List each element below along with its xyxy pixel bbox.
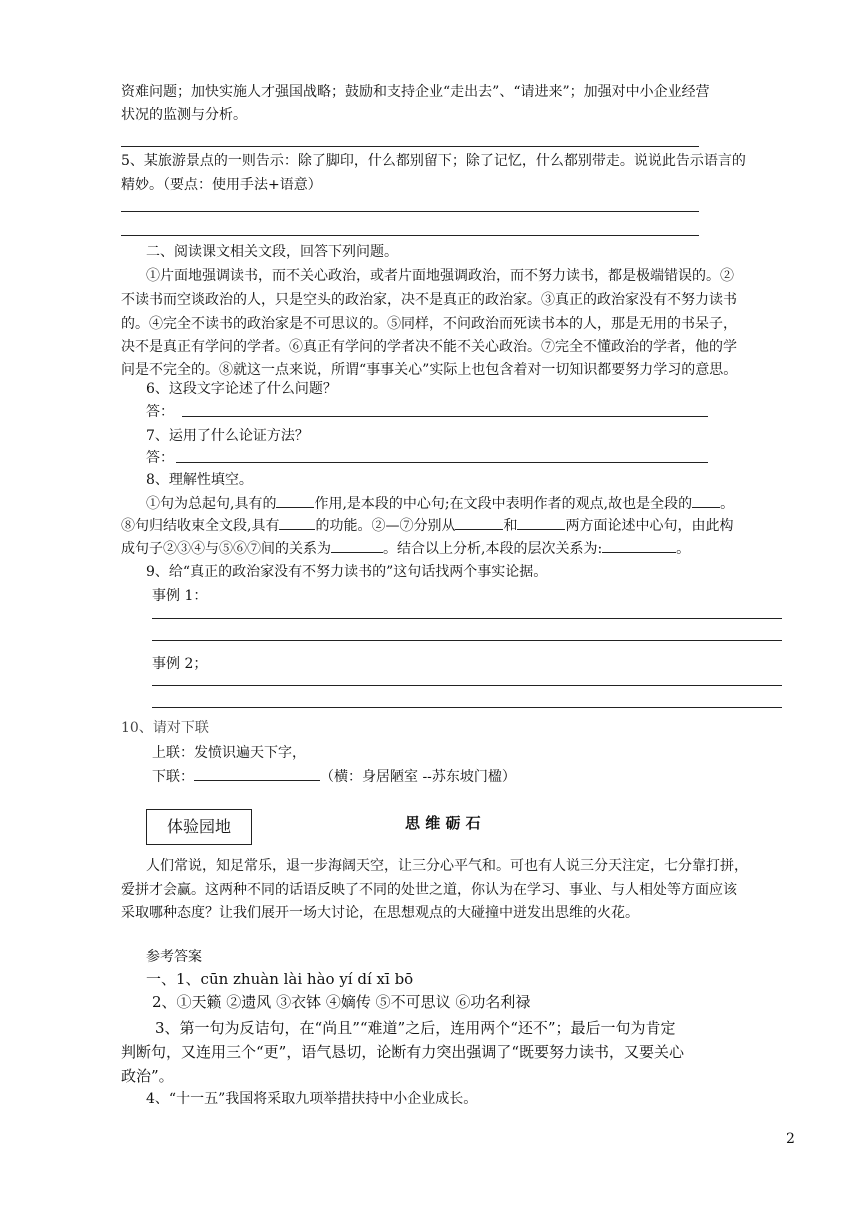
section2-para-line: 不读书而空谈政治的人，只是空头的政治家，决不是真正的政治家。③真正的政治家没有不努力读书	[121, 292, 737, 308]
q8-blank[interactable]	[279, 515, 315, 530]
q7-question: 7、运用了什么论证方法？	[146, 428, 309, 444]
section2-para-line: 的。④完全不读书的政治家是不可思议的。⑤同样，不问政治而死读书本的人，那是无用的书呆子，	[121, 316, 737, 332]
section2-para-line: 问是不完全的。⑧就这一点来说，所谓“事事关心”实际上也包含着对一切知识都要努力学习的意思。	[121, 362, 738, 378]
q8-text: 。	[676, 541, 691, 557]
q9-question: 9、给“真正的政治家没有不努力读书的”这句话找两个事实论据。	[146, 564, 548, 580]
section2-para-line: ①片面地强调读书，而不关心政治，或者片面地强调政治，而不努力读书，都是极端错误的。②	[146, 268, 734, 284]
q10-lower-tail: （横：身居陋室 --苏东坡门楹）	[320, 769, 516, 785]
experience-para-line: 爱拼才会赢。这两种不同的话语反映了不同的处世之道，你认为在学习、事业、与人相处等方面应该	[121, 882, 737, 898]
q7-answer-label: 答：	[146, 450, 174, 466]
q8-blank[interactable]	[455, 515, 503, 530]
answer-line[interactable]	[152, 618, 782, 619]
q6-answer-label: 答：	[146, 404, 174, 420]
answer-line	[121, 211, 699, 212]
q6-answer-line[interactable]	[182, 416, 708, 417]
answer-4: 4、“十一五”我国将采取九项举措扶持中小企业成长。	[146, 1091, 478, 1107]
q8-text: 成句子②③④与⑤⑥⑦间的关系为	[121, 541, 331, 557]
q8-text: ①句为总起句,具有的	[146, 496, 277, 512]
q8-line-3	[121, 538, 690, 560]
answer-line[interactable]	[152, 640, 782, 641]
intro-line-1: 资难问题；加快实施人才强国战略；鼓励和支持企业“走出去”、“请进来”；加强对中小企业经营	[121, 84, 710, 100]
q6-question: 6、这段文字论述了什么问题？	[146, 381, 337, 397]
q8-text: 和	[503, 518, 518, 534]
q8-blank[interactable]	[276, 493, 314, 508]
answer-3-line-3: 政治”。	[121, 1067, 174, 1085]
q10-question: 10、请对下联	[121, 720, 209, 736]
q9-example-2-label: 事例 2；	[152, 656, 208, 672]
page-number: 2	[786, 1131, 795, 1147]
q10-lower-blank[interactable]	[194, 766, 320, 781]
answer-3-line-2: 判断句，又连用三个“更”，语气恳切，论断有力突出强调了“既要努力读书，又要关心	[121, 1043, 685, 1061]
q5-line-1: 5、某旅游景点的一则告示：除了脚印，什么都别留下；除了记忆，什么都别带走。说说此告示语言的	[121, 153, 746, 169]
q7-answer-line[interactable]	[176, 462, 708, 463]
experience-para-line: 采取哪种态度？让我们展开一场大讨论，在思想观点的大碰撞中迸发出思维的火花。	[121, 905, 639, 921]
q8-text: ⑧句归结收束全文段,具有	[121, 518, 280, 534]
q8-text: 的功能。②—⑦分别从	[315, 518, 456, 534]
q8-line-1	[146, 493, 734, 515]
q8-blank[interactable]	[517, 515, 565, 530]
experience-box: 体验园地	[146, 809, 252, 845]
q8-line-2	[121, 515, 733, 537]
q9-example-1-label: 事例 1：	[152, 588, 208, 604]
q8-title: 8、理解性填空。	[146, 472, 253, 488]
q10-lower-label: 下联：	[152, 769, 194, 785]
answer-1: 一、1、cūn zhuàn lài hào yí dí xī bō	[146, 970, 414, 988]
section2-para-line: 决不是真正有学问的学者。⑥真正有学问的学者决不能不关心政治。⑦完全不懂政治的学者，他的学	[121, 339, 737, 355]
q10-upper: 上联：发愤识遍天下字，	[152, 745, 306, 761]
answer-line[interactable]	[152, 685, 782, 686]
answer-line[interactable]	[152, 707, 782, 708]
experience-title: 思 维 砺 石	[405, 814, 481, 832]
intro-line-2: 状况的监测与分析。	[121, 107, 247, 123]
q8-text: 。结合以上分析,本段的层次关系为:	[383, 541, 603, 557]
q8-text: 。	[720, 496, 735, 512]
q5-line-2: 精妙。（要点：使用手法+语意）	[121, 177, 322, 193]
answer-2: 2、①天籁 ②遗风 ③衣钵 ④嫡传 ⑤不可思议 ⑥功名利禄	[152, 993, 531, 1011]
section2-heading: 二、阅读课文相关文段，回答下列问题。	[146, 244, 398, 260]
answers-heading: 参考答案	[146, 949, 202, 965]
answer-line	[121, 146, 699, 147]
q8-blank[interactable]	[692, 493, 720, 508]
q8-blank[interactable]	[602, 538, 676, 553]
q8-text: 两方面论述中心句，由此构	[565, 518, 734, 534]
experience-para-line: 人们常说，知足常乐，退一步海阔天空，让三分心平气和。可也有人说三分天注定，七分靠打拼，	[146, 858, 748, 874]
q8-blank[interactable]	[331, 538, 383, 553]
answer-3-line-1: 3、第一句为反诘句，在“尚且”“难道”之后，连用两个“还不”；最后一句为肯定	[155, 1019, 676, 1037]
q10-lower	[152, 766, 516, 788]
q8-text: 作用,是本段的中心句;在文段中表明作者的观点,故也是全段的	[314, 496, 693, 512]
answer-line	[121, 235, 699, 236]
